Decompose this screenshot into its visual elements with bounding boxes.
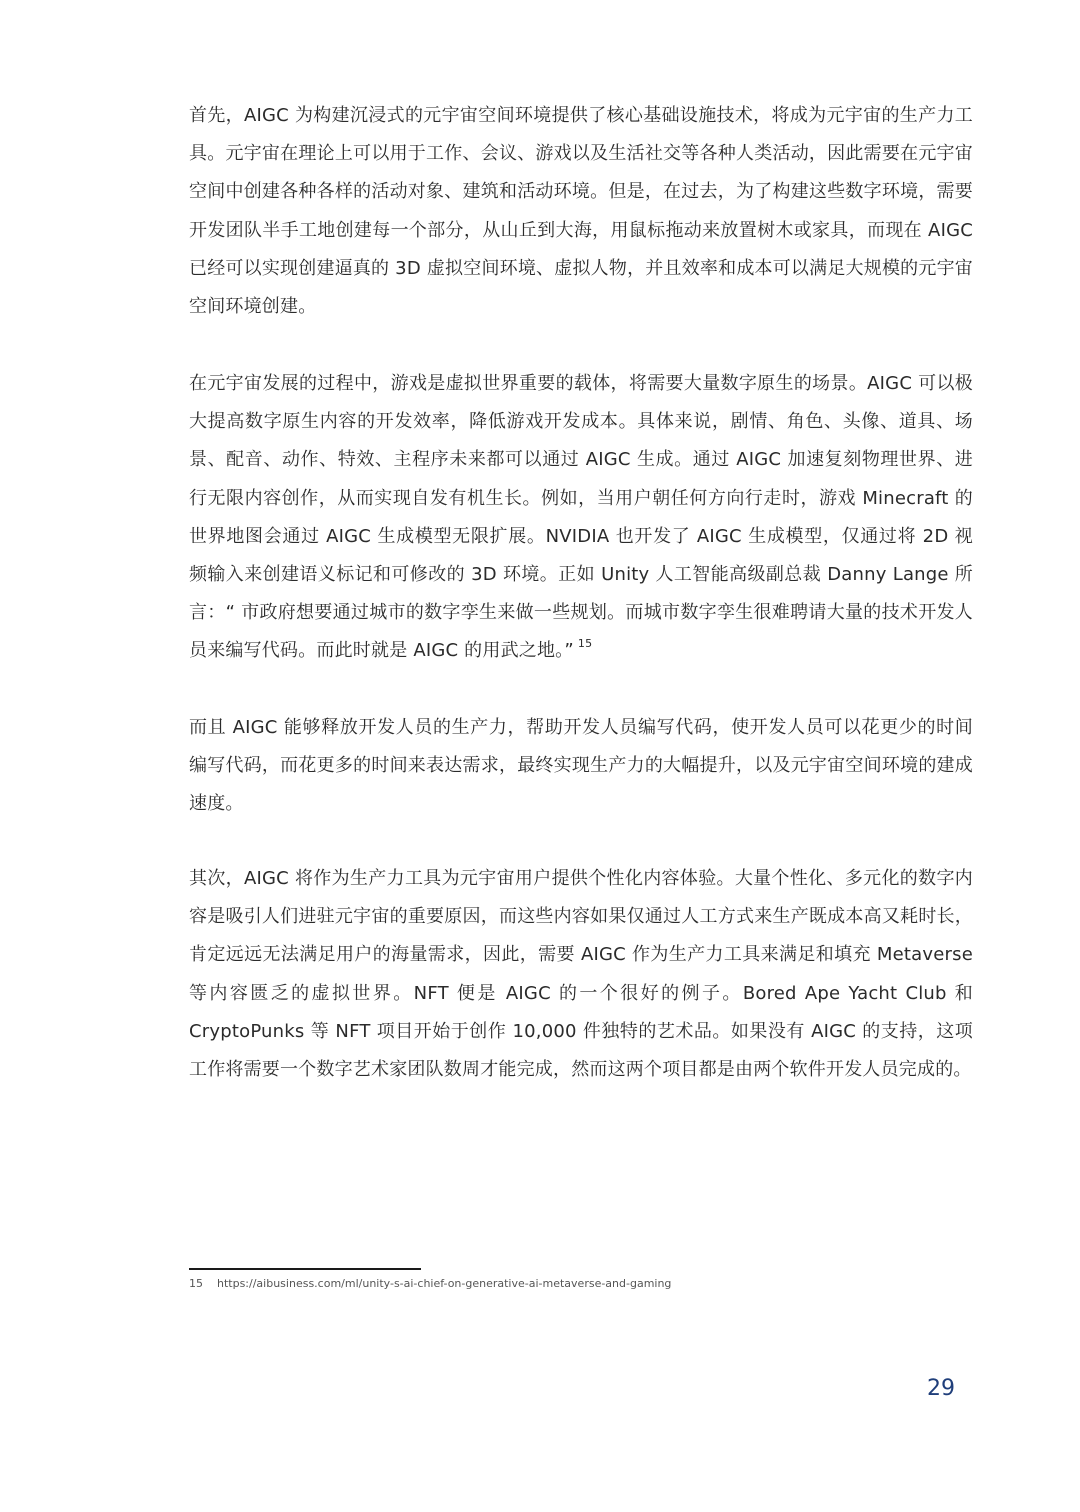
paragraph-4	[189, 860, 973, 1089]
paragraph-1	[189, 97, 973, 326]
footnote-number: 15	[189, 1277, 203, 1290]
paragraph-2	[189, 365, 973, 671]
footnote-link[interactable]: https://aibusiness.com/ml/unity-s-ai-chief-on-generative-ai-metaverse-and-gaming	[217, 1277, 672, 1290]
paragraph-3-text: 而且 AIGC 能够释放开发人员的生产力，帮助开发人员编写代码，使开发人员可以花更少的时间编写代码，而花更多的时间来表达需求，最终实现生产力的大幅提升，以及元宇宙空间环境的建成速度。	[189, 717, 973, 815]
page-number: 29	[927, 1376, 955, 1401]
paragraph-4-text: 其次，AIGC 将作为生产力工具为元宇宙用户提供个性化内容体验。大量个性化、多元化的数字内容是吸引人们进驻元宇宙的重要原因，而这些内容如果仅通过人工方式来生产既成本高又耗时长，肯定远远无法满足用户的海量需求，因此，需要 AIGC 作为生产力工具来满足和填充 Metaverse 等内容匮乏的虚拟世界。NFT 便是 AIGC 的一个很好的例子。Bored Ape Yacht Club 和 CryptoPunks 等 NFT 项目开始于创作 10,000 件独特的艺术品。如果没有 AIGC 的支持，这项工作将需要一个数字艺术家团队数周才能完成，然而这两个项目都是由两个软件开发人员完成的。	[189, 868, 973, 1081]
footnote-reference[interactable]: 15	[577, 637, 593, 651]
footnote	[189, 1276, 671, 1292]
paragraph-1-text: 首先，AIGC 为构建沉浸式的元宇宙空间环境提供了核心基础设施技术，将成为元宇宙的生产力工具。元宇宙在理论上可以用于工作、会议、游戏以及生活社交等各种人类活动，因此需要在元宇宙空间中创建各种各样的活动对象、建筑和活动环境。但是，在过去，为了构建这些数字环境，需要开发团队半手工地创建每一个部分，从山丘到大海，用鼠标拖动来放置树木或家具，而现在 AIGC 已经可以实现创建逼真的 3D 虚拟空间环境、虚拟人物，并且效率和成本可以满足大规模的元宇宙空间环境创建。	[189, 105, 973, 318]
paragraph-3	[189, 709, 973, 824]
footnote-divider	[189, 1268, 421, 1270]
paragraph-2-text: 在元宇宙发展的过程中，游戏是虚拟世界重要的载体，将需要大量数字原生的场景。AIGC 可以极大提高数字原生内容的开发效率，降低游戏开发成本。具体来说，剧情、角色、头像、道具、场景、配音、动作、特效、主程序未来都可以通过 AIGC 生成。通过 AIGC 加速复刻物理世界、进行无限内容创作，从而实现自发有机生长。例如，当用户朝任何方向行走时，游戏 Minecraft 的世界地图会通过 AIGC 生成模型无限扩展。NVIDIA 也开发了 AIGC 生成模型，仅通过将 2D 视频输入来创建语义标记和可修改的 3D 环境。正如 Unity 人工智能高级副总裁 Danny Lange 所言：“ 市政府想要通过城市的数字孪生来做一些规划。而城市数字孪生很难聘请大量的技术开发人员来编写代码。而此时就是 AIGC 的用武之地。”	[189, 373, 973, 662]
